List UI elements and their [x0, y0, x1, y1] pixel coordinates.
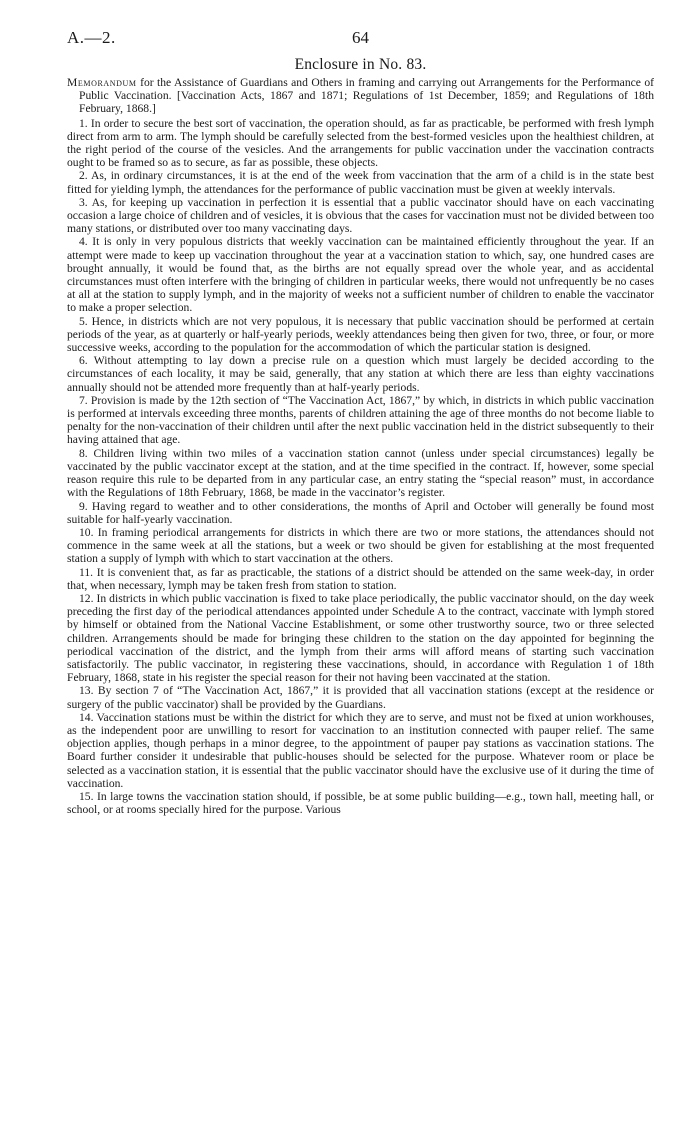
page-header	[67, 0, 654, 54]
document-code: A.—2.	[67, 28, 116, 47]
paragraph-7: 7. Provision is made by the 12th section of “The Vaccination Act, 1867,” by which, in districts in which public vaccination is performed at intervals exceeding three months, parents of children attaining the age of three months do not become liable to penalty for the non-vaccination of their children until after the next public vaccination held in the district subsequently to their having attained that age.	[67, 393, 654, 447]
enclosure-title: Enclosure in No. 83.	[294, 56, 427, 73]
body-paragraphs	[67, 117, 654, 817]
paragraph-15: 15. In large towns the vaccination station should, if possible, be at some public building—e.g., town hall, meeting hall, or school, or at rooms specially hired for the purpose. Various	[67, 789, 654, 817]
paragraph-5: 5. Hence, in districts which are not very populous, it is necessary that public vaccination should be performed at certain periods of the year, as at quarterly or half-yearly periods, weekly attendances being then given for two, three, or four, or more successive weeks, according to the population for the accommodation of which the particular station is designed.	[67, 314, 654, 355]
paragraph-11: 11. It is convenient that, as far as practicable, the stations of a district should be attended on the same week-day, in order that, when necessary, lymph may be taken fresh from station to station.	[67, 565, 654, 592]
paragraph-10: 10. In framing periodical arrangements for districts in which there are two or more stations, the attendances should not commence in the same week at all the stations, but a week or two should be given for establishing at the most frequented station a supply of lymph with which to start vaccination at the others.	[67, 525, 654, 566]
paragraph-4: 4. It is only in very populous districts that weekly vaccination can be maintained efficiently throughout the year. If an attempt were made to keep up vaccination throughout the year at a vaccination station to which, say, one hundred cases are brought annually, it would be found that, as the births are not equally spread over the whole year, and as accidental circumstances must often interfere with the bringing of children in particular weeks, there would not unfrequently be no cases at all at the station to supply lymph, and in the majority of weeks not a sufficient number of children to enable the vaccinator to make a proper selection.	[67, 235, 654, 315]
paragraph-14: 14. Vaccination stations must be within the district for which they are to serve, and must not be fixed at union workhouses, as the independent poor are unwilling to resort for vaccination to an institution connected with pauper relief. The same objection applies, though perhaps in a minor degree, to the appointment of pauper pay stations as vaccination stations. The Board further consider it undesirable that public-houses should be selected for the purpose. Whatever room or place be selected as a vaccination station, it is essential that the public vaccinator should have the exclusive use of it during the time of vaccination.	[67, 710, 654, 790]
memorandum-text: for the Assistance of Guardians and Others in framing and carrying out Arrangements for the Performance of Public Vaccination. [Vaccination Acts, 1867 and 1871; Regulations of 1st December, 1859; and Regulations of 18th February, 1868.]	[79, 76, 654, 116]
paragraph-9: 9. Having regard to weather and to other considerations, the months of April and October will generally be found most suitable for half-yearly vaccination.	[67, 499, 654, 526]
memorandum-label: Memorandum	[67, 76, 137, 89]
paragraph-12: 12. In districts in which public vaccination is fixed to take place periodically, the public vaccinator should, on the day week preceding the first day of the periodical attendances appointed under Schedule A to the contract, vaccinate with lymph stored by himself or obtained from the National Vaccine Establishment, or some other trustworthy source, two or three selected children. Arrangements should be made for bringing these children to the station on the day appointed for beginning the periodical vaccination of the district, and the lymph from their arms will afford means of starting such vaccination satisfactorily. The public vaccinator, in registering these vaccinations, should, in accordance with Regulation 1 of 18th February, 1868, state in his register the special reason for their not having been vaccinated at the station.	[67, 591, 654, 685]
paragraph-2: 2. As, in ordinary circumstances, it is at the end of the week from vaccination that the arm of a child is in the state best fitted for yielding lymph, the attendances for the performance of public vaccination must be given at weekly intervals.	[67, 169, 654, 196]
memorandum-heading	[67, 76, 654, 116]
paragraph-8: 8. Children living within two miles of a vaccination station cannot (unless under special circumstances) legally be vaccinated by the public vaccinator except at the station, and at the time specified in the contract. If, however, some special reason require this rule to be departed from in any particular case, an entry stating the “special reason” must, in accordance with the Regulations of 18th February, 1868, be made in the vaccinator’s register.	[67, 446, 654, 500]
paragraph-3: 3. As, for keeping up vaccination in perfection it is essential that a public vaccinator should have on each vaccinating occasion a large choice of children and of vesicles, it is obvious that the cases for vaccination must not be divided between too many stations, or distributed over too many vaccinating days.	[67, 195, 654, 236]
paragraph-1: 1. In order to secure the best sort of vaccination, the operation should, as far as practicable, be performed with fresh lymph direct from arm to arm. The lymph should be carefully selected from the best-formed vesicles upon the healthiest children, at the right period of the course of the vesicles. And the arrangements for public vaccination under the vaccination contracts ought to be framed so as to secure, as far as possible, these objects.	[67, 116, 654, 170]
paragraph-13: 13. By section 7 of “The Vaccination Act, 1867,” it is provided that all vaccination stations (except at the residence or surgery of the public vaccinator) shall be provided by the Guardians.	[67, 684, 654, 711]
page-number: 64	[352, 28, 369, 47]
paragraph-6: 6. Without attempting to lay down a precise rule on a question which must largely be decided according to the circumstances of each locality, it may be said, generally, that any station at which there are less than eighty vaccinations annually should not be attended more frequently than at half-yearly periods.	[67, 354, 654, 394]
